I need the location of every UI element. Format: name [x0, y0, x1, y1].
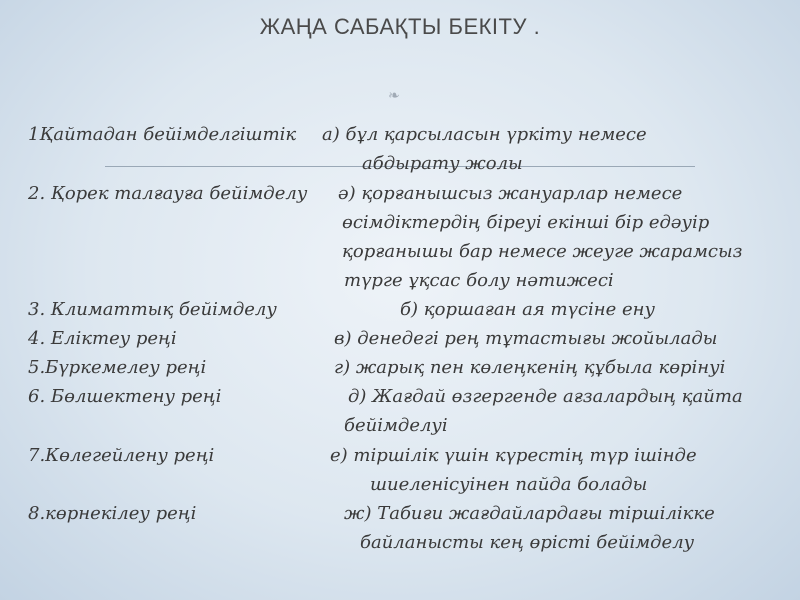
right-line-c1: б) қоршаған ая түсіне ену — [400, 299, 655, 320]
right-line-a1: а) бұл қарсыласын үркіту немесе — [322, 124, 647, 145]
right-line-g1: е) тіршілік үшін күрестің түр ішінде — [330, 445, 697, 466]
right-line-b2: өсімдіктердің біреуі екінші бір едәуір — [342, 212, 710, 233]
right-line-f1: д) Жағдай өзгергенде ағзалардың қайта — [348, 386, 743, 407]
right-line-h2: байланысты кең өрісті бейімделу — [360, 532, 695, 553]
left-item-5: 5.Бүркемелеу реңі — [28, 357, 207, 378]
right-line-g2: шиеленісуінен пайда болады — [370, 474, 648, 495]
right-line-d1: в) денедегі рең тұтастығы жойылады — [334, 328, 718, 349]
right-line-b4: түрге ұқсас болу нәтижесі — [344, 270, 614, 291]
slide-title: ЖАҢА САБАҚТЫ БЕКІТУ . — [259, 14, 541, 39]
ornament-icon: ❧ — [388, 88, 400, 104]
left-item-6: 6. Бөлшектену реңі — [28, 386, 222, 407]
left-item-4: 4. Еліктеу реңі — [28, 328, 177, 349]
right-line-f2: бейімделуі — [344, 415, 448, 436]
right-line-h1: ж) Табиғи жағдайлардағы тіршілікке — [344, 503, 715, 524]
left-item-1: 1Қайтадан бейімделгіштік — [28, 124, 297, 145]
right-line-e1: г) жарық пен көлеңкенің құбыла көрінуі — [334, 357, 726, 378]
left-item-8: 8.көрнекілеу реңі — [28, 503, 197, 524]
left-item-2: 2. Қорек талғауға бейімделу — [28, 183, 308, 204]
right-line-b3: қорғанышы бар немесе жеуге жарамсыз — [342, 241, 743, 262]
right-line-b1: ә) қорғанышсыз жануарлар немесе — [338, 183, 683, 204]
left-item-3: 3. Климаттық бейімделу — [28, 299, 277, 320]
left-item-7: 7.Көлегейлену реңі — [28, 445, 215, 466]
right-line-a2: абдырату жолы — [362, 153, 523, 174]
